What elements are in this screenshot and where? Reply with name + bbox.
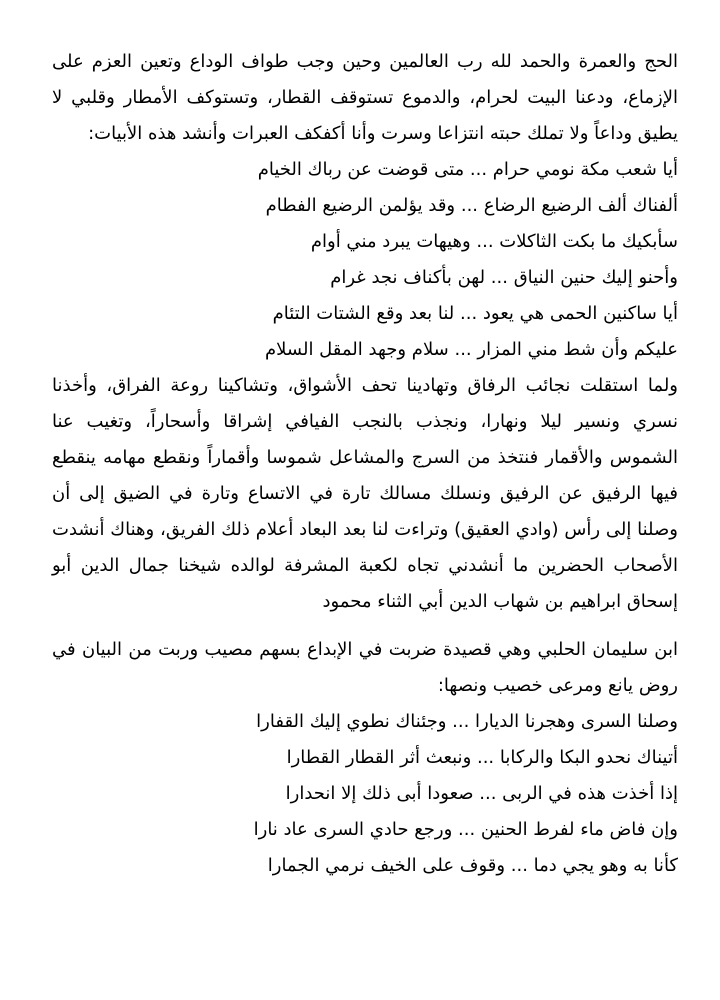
- poem-verse: وأحنو إليك حنين النياق ... لهن بأكناف نجد غرام: [330, 267, 678, 288]
- paragraph-gap: [52, 620, 678, 632]
- paragraph-poem-intro: ابن سليمان الحلبي وهي قصيدة ضربت في الإبداع بسهم مصيب وربت من البيان في روض يانع ومرعى خصيب ونصها:: [52, 639, 678, 696]
- paragraph-journey: ولما استقلت نجائب الرفاق وتهادينا تحف الأشواق، وتشاكينا روعة الفراق، وأخذنا نسري ونسير ليلا ونهارا، ونجذب بالنجب الفيافي إشراقا وأسحاراً، وتغيب عنا الشموس والأقمار فنتخذ من السرج والمشاعل شموسا وأقماراً ونقطع مهامه ينقطع فيها الرفيق عن الرفيق ونسلك مسالك تارة في الاتساع وتارة في الضيق إلى أن وصلنا إلى رأس (وادي العقيق) وتراءت لنا بعد البعاد أعلام ذلك الفريق، وهناك أنشدت الأصحاب الحضرين ما أنشدني تجاه لكعبة المشرفة لوالده شيخنا جمال الدين أبو إسحاق ابراهيم بن شهاب الدين أبي الثناء محمود: [52, 375, 678, 612]
- paragraph-farewell: الحج والعمرة والحمد لله رب العالمين وحين وجب طواف الوداع وتعين العزم على الإزماع، ودعنا البيت لحرام، والدموع تستوقف القطار، وتستوكف الأمطار وقلبي لا يطيق وداعاً ولا تملك حبته انتزاعا وسرت وأنا أكفكف العبرات وأنشد هذه الأبيات:: [52, 51, 678, 144]
- poem-verse: كأنا به وهو يجي دما ... وقوف على الخيف نرمي الجمارا: [267, 855, 678, 876]
- poem-verse: وإن فاض ماء لفرط الحنين ... ورجع حادي السرى عاد نارا: [253, 819, 678, 840]
- poem-journey: [52, 704, 678, 884]
- poem-verse: ألفناك ألف الرضيع الرضاع ... وقد يؤلمن الرضيع الفطام: [265, 195, 678, 216]
- poem-verse: أتيناك نحدو البكا والركابا ... ونبعث أثر القطار القطارا: [286, 747, 678, 768]
- document-page: [52, 44, 678, 884]
- poem-verse: أيا ساكنين الحمى هي يعود ... لنا بعد وقع الشتات التئام: [272, 303, 678, 324]
- poem-verse: عليكم وأن شط مني المزار ... سلام وجهد المقل السلام: [265, 339, 678, 360]
- poem-verse: وصلنا السرى وهجرنا الديارا ... وجئناك نطوي إليك القفارا: [256, 711, 678, 732]
- poem-verse: أيا شعب مكة نومي حرام ... متى قوضت عن رباك الخيام: [257, 159, 678, 180]
- poem-verse: سأبكيك ما بكت الثاكلات ... وهيهات يبرد مني أوام: [310, 231, 678, 252]
- poem-verse: إذا أخذت هذه في الربى ... صعودا أبى ذلك إلا انحدارا: [285, 783, 678, 804]
- poem-mecca: [52, 152, 678, 368]
